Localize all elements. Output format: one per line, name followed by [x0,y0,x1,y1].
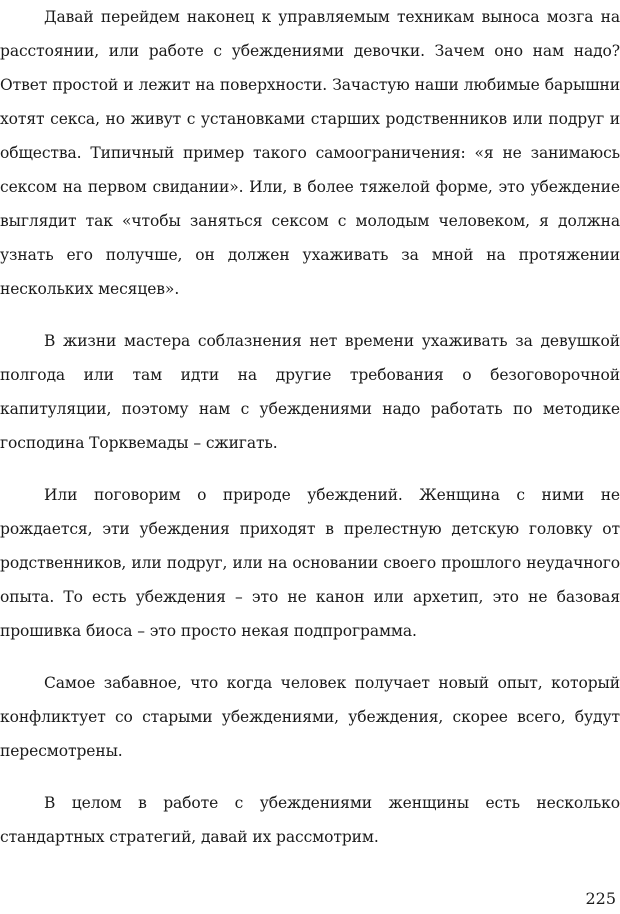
paragraph-5: В целом в работе с убеждениями женщины есть несколько стандартных стратегий, давай их рассмотрим. [0,794,620,846]
page-number: 225 [585,889,616,908]
paragraph-1: Давай перейдем наконец к управляемым техникам выноса мозга на расстоянии, или работе с убеждениями девочки. Зачем оно нам надо? Ответ простой и лежит на поверхности. Зачастую наши любимые барышни хотят секса, но живут с установками старших родственников или подруг и общества. Типичный пример такого самоограничения: «я не занимаюсь сексом на первом свидании». Или, в более тяжелой форме, это убеждение выглядит так «чтобы заняться сексом с молодым человеком, я должна узнать его получше, он должен ухаживать за мной на протяжении нескольких месяцев». [0,8,620,298]
paragraph-2: В жизни мастера соблазнения нет времени ухаживать за девушкой полгода или там идти на другие требования о безоговорочной капитуляции, поэтому нам с убеждениями надо работать по методике господина Торквемады – сжигать. [0,332,620,452]
paragraph-4: Самое забавное, что когда человек получает новый опыт, который конфликтует со старыми убеждениями, убеждения, скорее всего, будут пересмотрены. [0,674,620,760]
paragraph-3: Или поговорим о природе убеждений. Женщина с ними не рождается, эти убеждения приходят в прелестную детскую головку от родственников, или подруг, или на основании своего прошлого неудачного опыта. То есть убеждения – это не канон или архетип, это не базовая прошивка биоса – это просто некая подпрограмма. [0,486,620,640]
